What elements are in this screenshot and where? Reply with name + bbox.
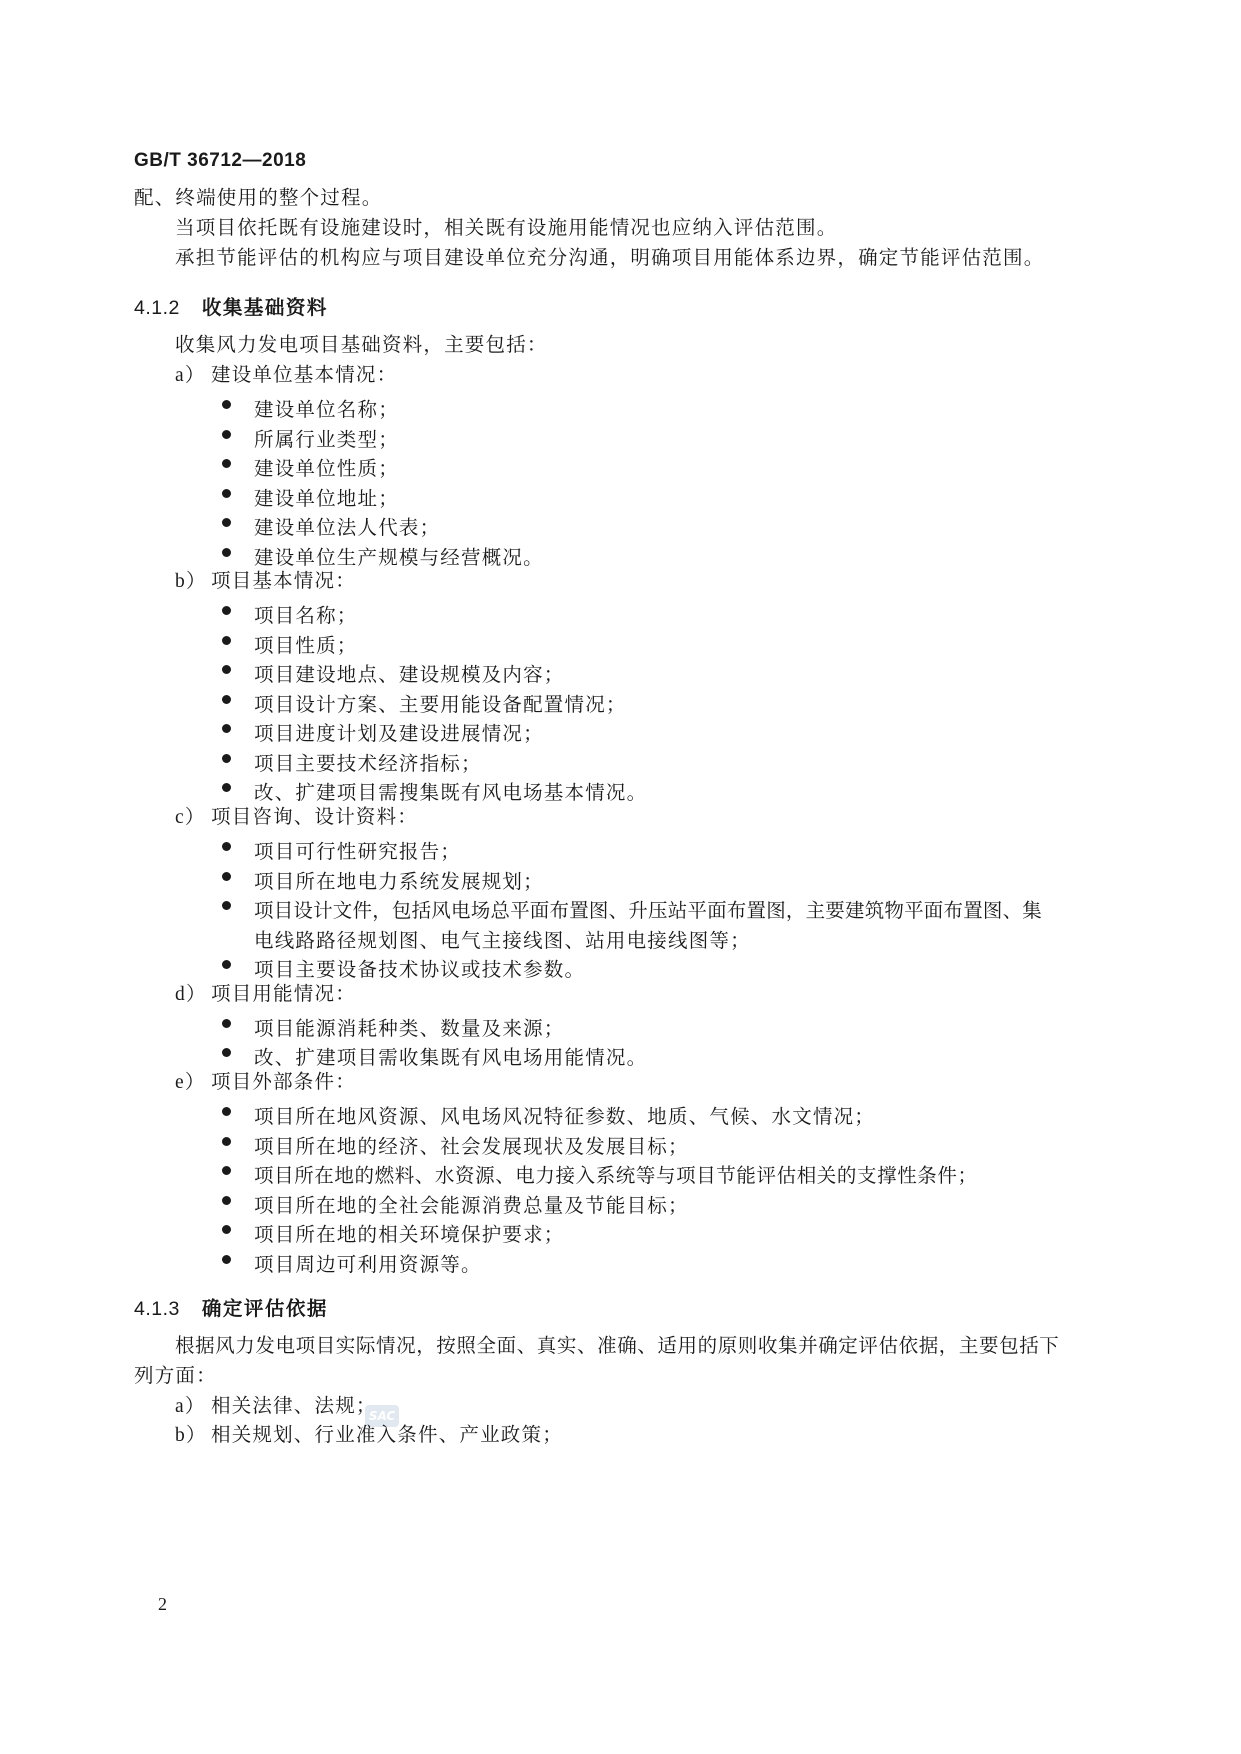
list-label: 建设单位基本情况：: [211, 363, 398, 386]
bullet-icon: [222, 1255, 231, 1264]
list-item-b: [175, 1425, 563, 1446]
bullet-item: 改、扩建项目需收集既有风电场用能情况。: [254, 1046, 648, 1069]
list-marker: a）: [175, 1396, 206, 1417]
bullet-item: 建设单位性质；: [254, 457, 399, 480]
list-marker: b）: [175, 571, 207, 592]
bullet-icon: [222, 783, 231, 792]
section-lead: 收集风力发电项目基础资料，主要包括：: [175, 333, 548, 356]
bullet-icon: [222, 1196, 231, 1205]
sac-watermark-logo: SAC: [365, 1405, 399, 1427]
bullet-item: 项目所在地的全社会能源消费总量及节能目标；: [254, 1194, 689, 1217]
bullet-item: 项目所在地的相关环境保护要求；: [254, 1223, 565, 1246]
bullet-icon: [222, 1137, 231, 1146]
list-marker: a）: [175, 365, 206, 386]
bullet-icon: [222, 1019, 231, 1028]
bullet-icon: [222, 606, 231, 615]
list-label: 项目用能情况：: [211, 982, 356, 1005]
intro-paragraph-2: 当项目依托既有设施建设时，相关既有设施用能情况也应纳入评估范围。: [175, 216, 838, 239]
list-item-b: [175, 571, 356, 592]
bullet-icon: [222, 518, 231, 527]
bullet-item: 项目主要技术经济指标；: [254, 752, 482, 775]
list-label: 项目外部条件：: [211, 1070, 356, 1093]
intro-paragraph-3: 承担节能评估的机构应与项目建设单位充分沟通，明确项目用能体系边界，确定节能评估范围。: [175, 246, 1045, 269]
bullet-item: 项目性质；: [254, 634, 358, 657]
bullet-item: 项目设计文件，包括风电场总平面布置图、升压站平面布置图，主要建筑物平面布置图、集: [254, 899, 1043, 922]
bullet-item: 项目建设地点、建设规模及内容；: [254, 663, 565, 686]
bullet-icon: [222, 489, 231, 498]
bullet-icon: [222, 548, 231, 557]
section-heading-4-1-3: [134, 1293, 328, 1321]
list-item-d: [175, 984, 356, 1005]
bullet-icon: [222, 842, 231, 851]
bullet-item: 项目所在地的经济、社会发展现状及发展目标；: [254, 1135, 689, 1158]
bullet-item: 建设单位法人代表；: [254, 516, 441, 539]
bullet-item-continued: 电线路路径规划图、电气主接线图、站用电接线图等；: [254, 929, 751, 952]
bullet-icon: [222, 1048, 231, 1057]
list-text: 相关规划、行业准入条件、产业政策；: [211, 1423, 563, 1446]
bullet-item: 建设单位名称；: [254, 398, 399, 421]
list-text: 相关法律、法规；: [211, 1394, 377, 1417]
bullet-icon: [222, 1225, 231, 1234]
section-lead-continued: 列方面：: [134, 1364, 217, 1387]
bullet-item: 项目可行性研究报告；: [254, 840, 462, 863]
bullet-item: 改、扩建项目需搜集既有风电场基本情况。: [254, 781, 648, 804]
page-number: 2: [158, 1594, 167, 1614]
standard-code: GB/T 36712—2018: [134, 150, 307, 171]
list-label: 项目基本情况：: [211, 569, 356, 592]
bullet-item: 项目设计方案、主要用能设备配置情况；: [254, 693, 627, 716]
bullet-item: 项目能源消耗种类、数量及来源；: [254, 1017, 565, 1040]
bullet-icon: [222, 695, 231, 704]
section-title: 收集基础资料: [201, 296, 328, 319]
list-item-c: [175, 807, 418, 828]
bullet-icon: [222, 1107, 231, 1116]
list-marker: b）: [175, 1425, 207, 1446]
section-lead: 根据风力发电项目实际情况，按照全面、真实、准确、适用的原则收集并确定评估依据，主要包括下: [175, 1334, 1060, 1357]
bullet-item: 所属行业类型；: [254, 428, 399, 451]
bullet-item: 项目所在地风资源、风电场风况特征参数、地质、气候、水文情况；: [254, 1105, 876, 1128]
bullet-icon: [222, 665, 231, 674]
bullet-item: 项目所在地电力系统发展规划；: [254, 870, 544, 893]
list-item-a: [175, 1396, 377, 1417]
bullet-icon: [222, 400, 231, 409]
list-item-a: [175, 365, 397, 386]
bullet-item: 项目名称；: [254, 604, 358, 627]
bullet-icon: [222, 901, 231, 910]
bullet-icon: [222, 754, 231, 763]
bullet-icon: [222, 960, 231, 969]
list-item-e: [175, 1072, 356, 1093]
section-number: 4.1.2: [134, 297, 180, 319]
bullet-item: 建设单位地址；: [254, 487, 399, 510]
bullet-item: 项目周边可利用资源等。: [254, 1253, 482, 1276]
list-marker: c）: [175, 807, 206, 828]
bullet-icon: [222, 430, 231, 439]
bullet-icon: [222, 636, 231, 645]
bullet-item: 建设单位生产规模与经营概况。: [254, 546, 544, 569]
intro-paragraph-1: 配、终端使用的整个过程。: [134, 186, 383, 209]
list-label: 项目咨询、设计资料：: [211, 805, 419, 828]
bullet-icon: [222, 459, 231, 468]
section-title: 确定评估依据: [201, 1297, 328, 1320]
bullet-icon: [222, 724, 231, 733]
list-marker: d）: [175, 984, 207, 1005]
bullet-item: 项目进度计划及建设进展情况；: [254, 722, 544, 745]
list-marker: e）: [175, 1072, 206, 1093]
bullet-icon: [222, 872, 231, 881]
section-number: 4.1.3: [134, 1298, 180, 1320]
bullet-icon: [222, 1166, 231, 1175]
section-heading-4-1-2: [134, 292, 328, 320]
bullet-item: 项目主要设备技术协议或技术参数。: [254, 958, 586, 981]
bullet-item: 项目所在地的燃料、水资源、电力接入系统等与项目节能评估相关的支撑性条件；: [254, 1164, 978, 1187]
